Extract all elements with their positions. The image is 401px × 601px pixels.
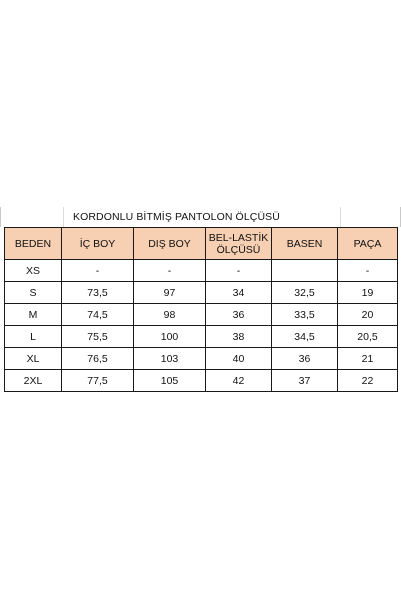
- chart-title: KORDONLU BİTMİŞ PANTOLON ÖLÇÜSÜ: [73, 211, 280, 223]
- table-cell: 20,5: [338, 326, 398, 348]
- size-chart-table: [4, 227, 398, 392]
- table-cell: -: [62, 260, 134, 282]
- table-row: [5, 304, 398, 326]
- table-row: [5, 370, 398, 392]
- table-cell: 75,5: [62, 326, 134, 348]
- table-cell: 33,5: [272, 304, 338, 326]
- table-cell: 37: [272, 370, 338, 392]
- table-row: [5, 282, 398, 304]
- table-cell: 73,5: [62, 282, 134, 304]
- table-cell: 103: [134, 348, 206, 370]
- table-cell: 22: [338, 370, 398, 392]
- table-row: [5, 260, 398, 282]
- table-cell: 36: [272, 348, 338, 370]
- table-cell: 38: [206, 326, 272, 348]
- table-cell: 74,5: [62, 304, 134, 326]
- table-cell: 21: [338, 348, 398, 370]
- table-cell: -: [338, 260, 398, 282]
- table-cell: 20: [338, 304, 398, 326]
- column-header-hip: BASEN: [272, 228, 338, 260]
- table-cell: 34,5: [272, 326, 338, 348]
- header-row: [5, 228, 398, 260]
- size-cell: L: [5, 326, 62, 348]
- column-header-waist: BEL-LASTİK ÖLÇÜSÜ: [206, 228, 272, 260]
- size-cell: XL: [5, 348, 62, 370]
- column-header-outseam: DIŞ BOY: [134, 228, 206, 260]
- table-cell: 76,5: [62, 348, 134, 370]
- column-header-inseam: İÇ BOY: [62, 228, 134, 260]
- gridline: [340, 207, 341, 227]
- size-cell: XS: [5, 260, 62, 282]
- table-cell: 34: [206, 282, 272, 304]
- gridline: [63, 207, 64, 227]
- size-chart-sheet: [0, 207, 401, 387]
- table-cell: 36: [206, 304, 272, 326]
- table-row: [5, 348, 398, 370]
- column-header-leg-opening: PAÇA: [338, 228, 398, 260]
- table-cell: 97: [134, 282, 206, 304]
- size-cell: S: [5, 282, 62, 304]
- table-cell: 32,5: [272, 282, 338, 304]
- table-cell: 77,5: [62, 370, 134, 392]
- table-cell: 105: [134, 370, 206, 392]
- size-cell: 2XL: [5, 370, 62, 392]
- table-cell: 42: [206, 370, 272, 392]
- table-cell: 98: [134, 304, 206, 326]
- table-cell: 19: [338, 282, 398, 304]
- table-cell: 100: [134, 326, 206, 348]
- size-cell: M: [5, 304, 62, 326]
- table-cell: [272, 260, 338, 282]
- table-row: [5, 326, 398, 348]
- table-cell: -: [206, 260, 272, 282]
- table-cell: -: [134, 260, 206, 282]
- table-cell: 40: [206, 348, 272, 370]
- column-header-size: BEDEN: [5, 228, 62, 260]
- title-row: [0, 207, 401, 227]
